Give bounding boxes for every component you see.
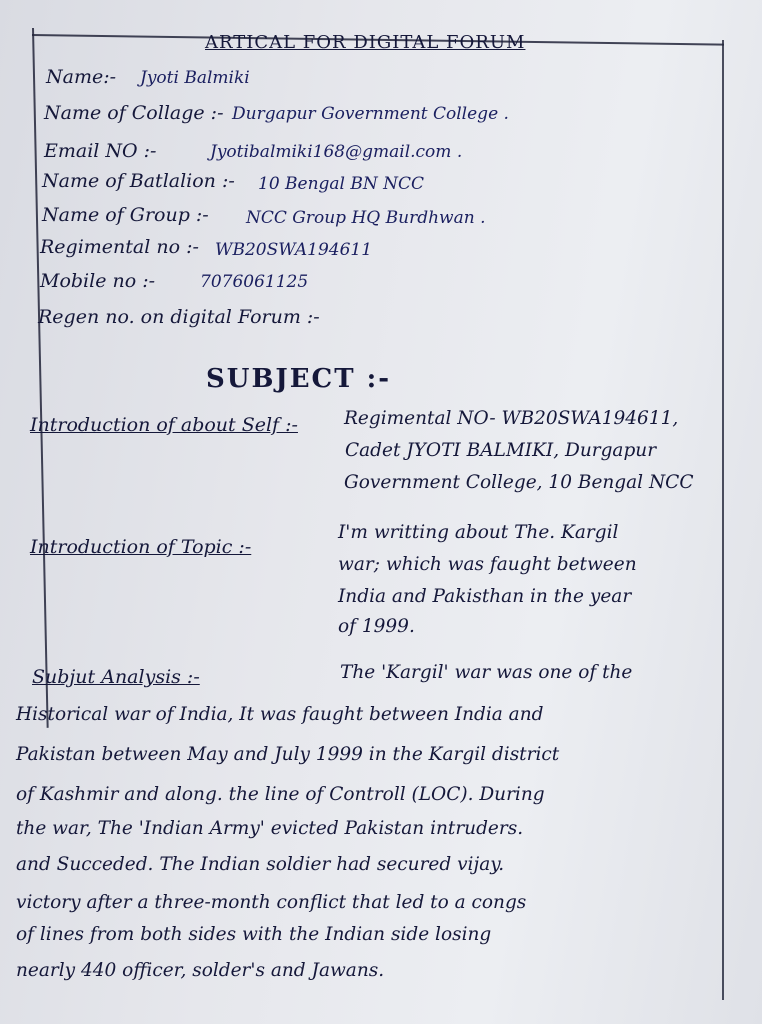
analysis-line: of lines from both sides with the Indian side losing <box>16 924 492 945</box>
analysis-line: victory after a three-month conflict that led to a congs <box>16 892 527 913</box>
email-label: Email NO :- <box>44 140 157 162</box>
right-rule <box>722 40 724 1000</box>
group-label: Name of Group :- <box>42 204 209 226</box>
regimental-value: WB20SWA194611 <box>215 240 373 260</box>
mobile-value: 7076061125 <box>200 272 309 292</box>
intro-topic-line: war; which was faught between <box>338 554 637 575</box>
mobile-label: Mobile no :- <box>40 270 156 292</box>
analysis-line: Pakistan between May and July 1999 in the Kargil district <box>16 744 560 765</box>
analysis-label: Subjut Analysis :- <box>32 666 200 688</box>
battalion-value: 10 Bengal BN NCC <box>258 174 425 194</box>
battalion-label: Name of Batlalion :- <box>42 170 235 192</box>
intro-self-label: Introduction of about Self :- <box>30 414 298 436</box>
analysis-line: of Kashmir and along. the line of Controll (LOC). During <box>16 784 545 805</box>
name-label: Name:- <box>46 66 117 88</box>
analysis-line: the war, The 'Indian Army' evicted Pakistan intruders. <box>16 818 524 839</box>
analysis-line: and Succeded. The Indian soldier had secured vijay. <box>16 854 505 875</box>
intro-topic-line: of 1999. <box>338 616 415 637</box>
group-value: NCC Group HQ Burdhwan . <box>246 208 486 228</box>
college-label: Name of Collage :- <box>44 102 224 124</box>
email-value: Jyotibalmiki168@gmail.com . <box>210 142 463 162</box>
intro-topic-line: I'm writting about The. Kargil <box>338 522 619 543</box>
analysis-line: nearly 440 officer, solder's and Jawans. <box>16 960 385 981</box>
subject-title: SUBJECT :- <box>206 364 392 394</box>
intro-topic-label: Introduction of Topic :- <box>30 536 252 558</box>
college-value: Durgapur Government College . <box>232 104 509 124</box>
regimental-label: Regimental no :- <box>40 236 199 258</box>
name-value: Jyoti Balmiki <box>140 68 250 88</box>
intro-self-line: Government College, 10 Bengal NCC <box>344 472 694 493</box>
intro-topic-line: India and Pakisthan in the year <box>338 586 632 607</box>
margin-line <box>32 28 49 728</box>
page-heading: ARTICAL FOR DIGITAL FORUM <box>205 32 526 53</box>
analysis-line: Historical war of India, It was faught between India and <box>16 704 544 725</box>
intro-self-line: Cadet JYOTI BALMIKI, Durgapur <box>345 440 657 461</box>
regen-label: Regen no. on digital Forum :- <box>38 306 320 328</box>
intro-self-line: Regimental NO- WB20SWA194611, <box>344 408 679 429</box>
analysis-first-line: The 'Kargil' war was one of the <box>340 662 633 683</box>
